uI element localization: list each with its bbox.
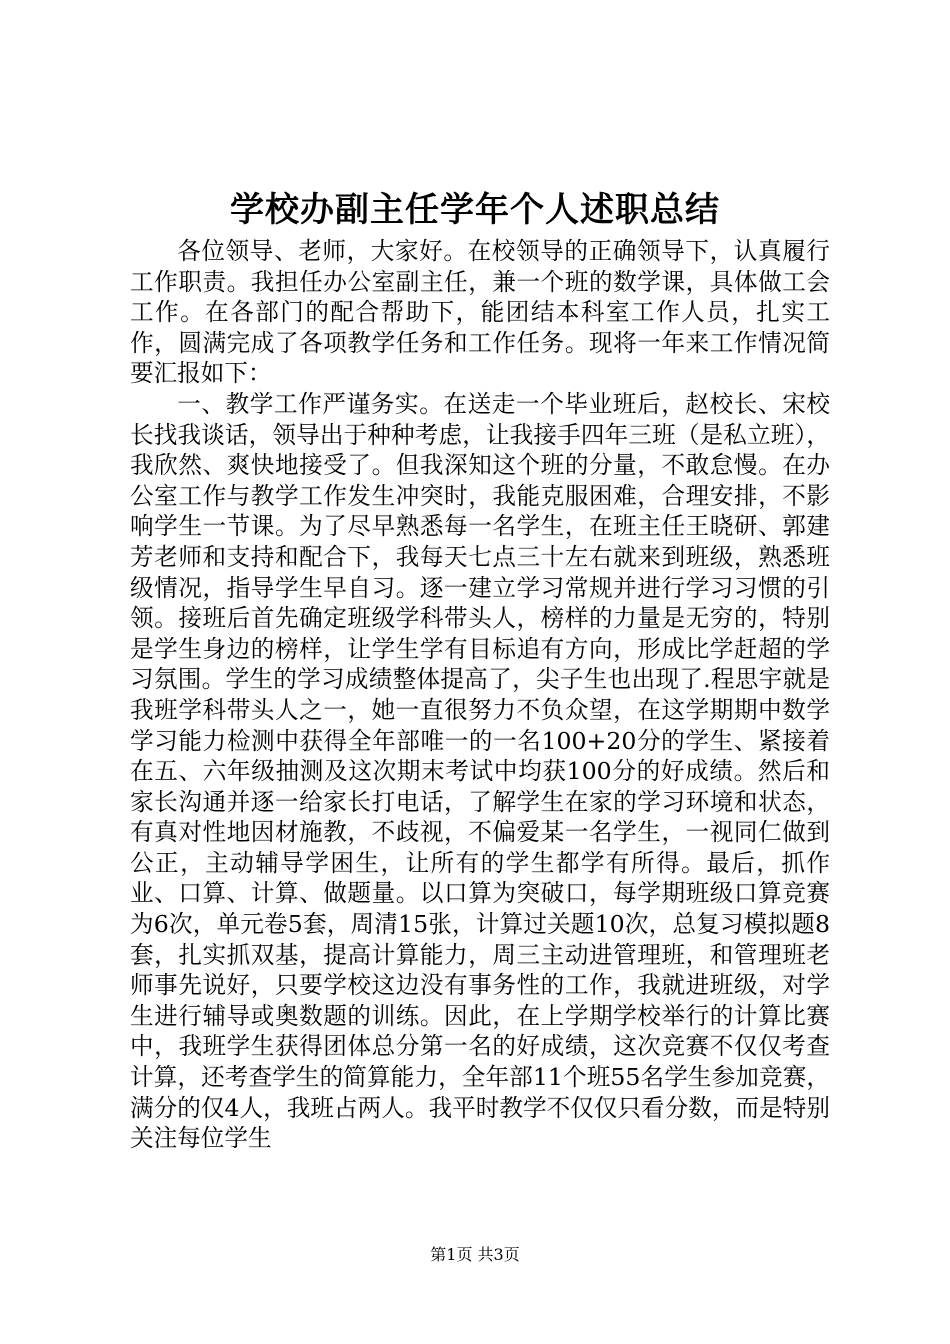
page-footer: 第1页 共3页: [430, 1245, 520, 1264]
document-body: [130, 236, 830, 1154]
document-title: 学校办副主任学年个人述职总结: [230, 190, 720, 230]
paragraph-intro: 各位领导、老师，大家好。在校领导的正确领导下，认真履行工作职责。我担任办公室副主任，兼一个班的数学课，具体做工会工作。在各部门的配合帮助下，能团结本科室工作人员，扎实工作，圆满完成了各项教学任务和工作任务。现将一年来工作情况简要汇报如下：: [130, 237, 830, 388]
paragraph-teaching: 一、教学工作严谨务实。在送走一个毕业班后，赵校长、宋校长找我谈话，领导出于种种考虑，让我接手四年三班（是私立班），我欣然、爽快地接受了。但我深知这个班的分量，不敢怠慢。在办公室工作与教学工作发生冲突时，我能克服困难，合理安排，不影响学生一节课。为了尽早熟悉每一名学生，在班主任王晓研、郭建芳老师和支持和配合下，我每天七点三十左右就来到班级，熟悉班级情况，指导学生早自习。逐一建立学习常规并进行学习习惯的引领。接班后首先确定班级学科带头人，榜样的力量是无穷的，特别是学生身边的榜样，让学生学有目标追有方向，形成比学赶超的学习氛围。学生的学习成绩整体提高了，尖子生也出现了.程思宇就是我班学科带头人之一，她一直很努力不负众望，在这学期期中数学学习能力检测中获得全年部唯一的一名100+20分的学生、紧接着在五、六年级抽测及这次期末考试中均获100分的好成绩。然后和家长沟通并逐一给家长打电话，了解学生在家的学习环境和状态，有真对性地因材施教，不歧视，不偏爱某一名学生，一视同仁做到公正，主动辅导学困生，让所有的学生都学有所得。最后，抓作业、口算、计算、做题量。以口算为突破口，每学期班级口算竞赛为6次，单元卷5套，周清15张，计算过关题10次，总复习模拟题8套，扎实抓双基，提高计算能力，周三主动进管理班，和管理班老师事先说好，只要学校这边没有事务性的工作，我就进班级，对学生进行辅导或奥数题的训练。因此，在上学期学校举行的计算比赛中，我班学生获得团体总分第一名的好成绩，这次竞赛不仅仅考查计算，还考查学生的简算能力，全年部11个班55名学生参加竞赛，满分的仅4人，我班占两人。我平时教学不仅仅只看分数，而是特别关注每位学生: [130, 389, 830, 1153]
